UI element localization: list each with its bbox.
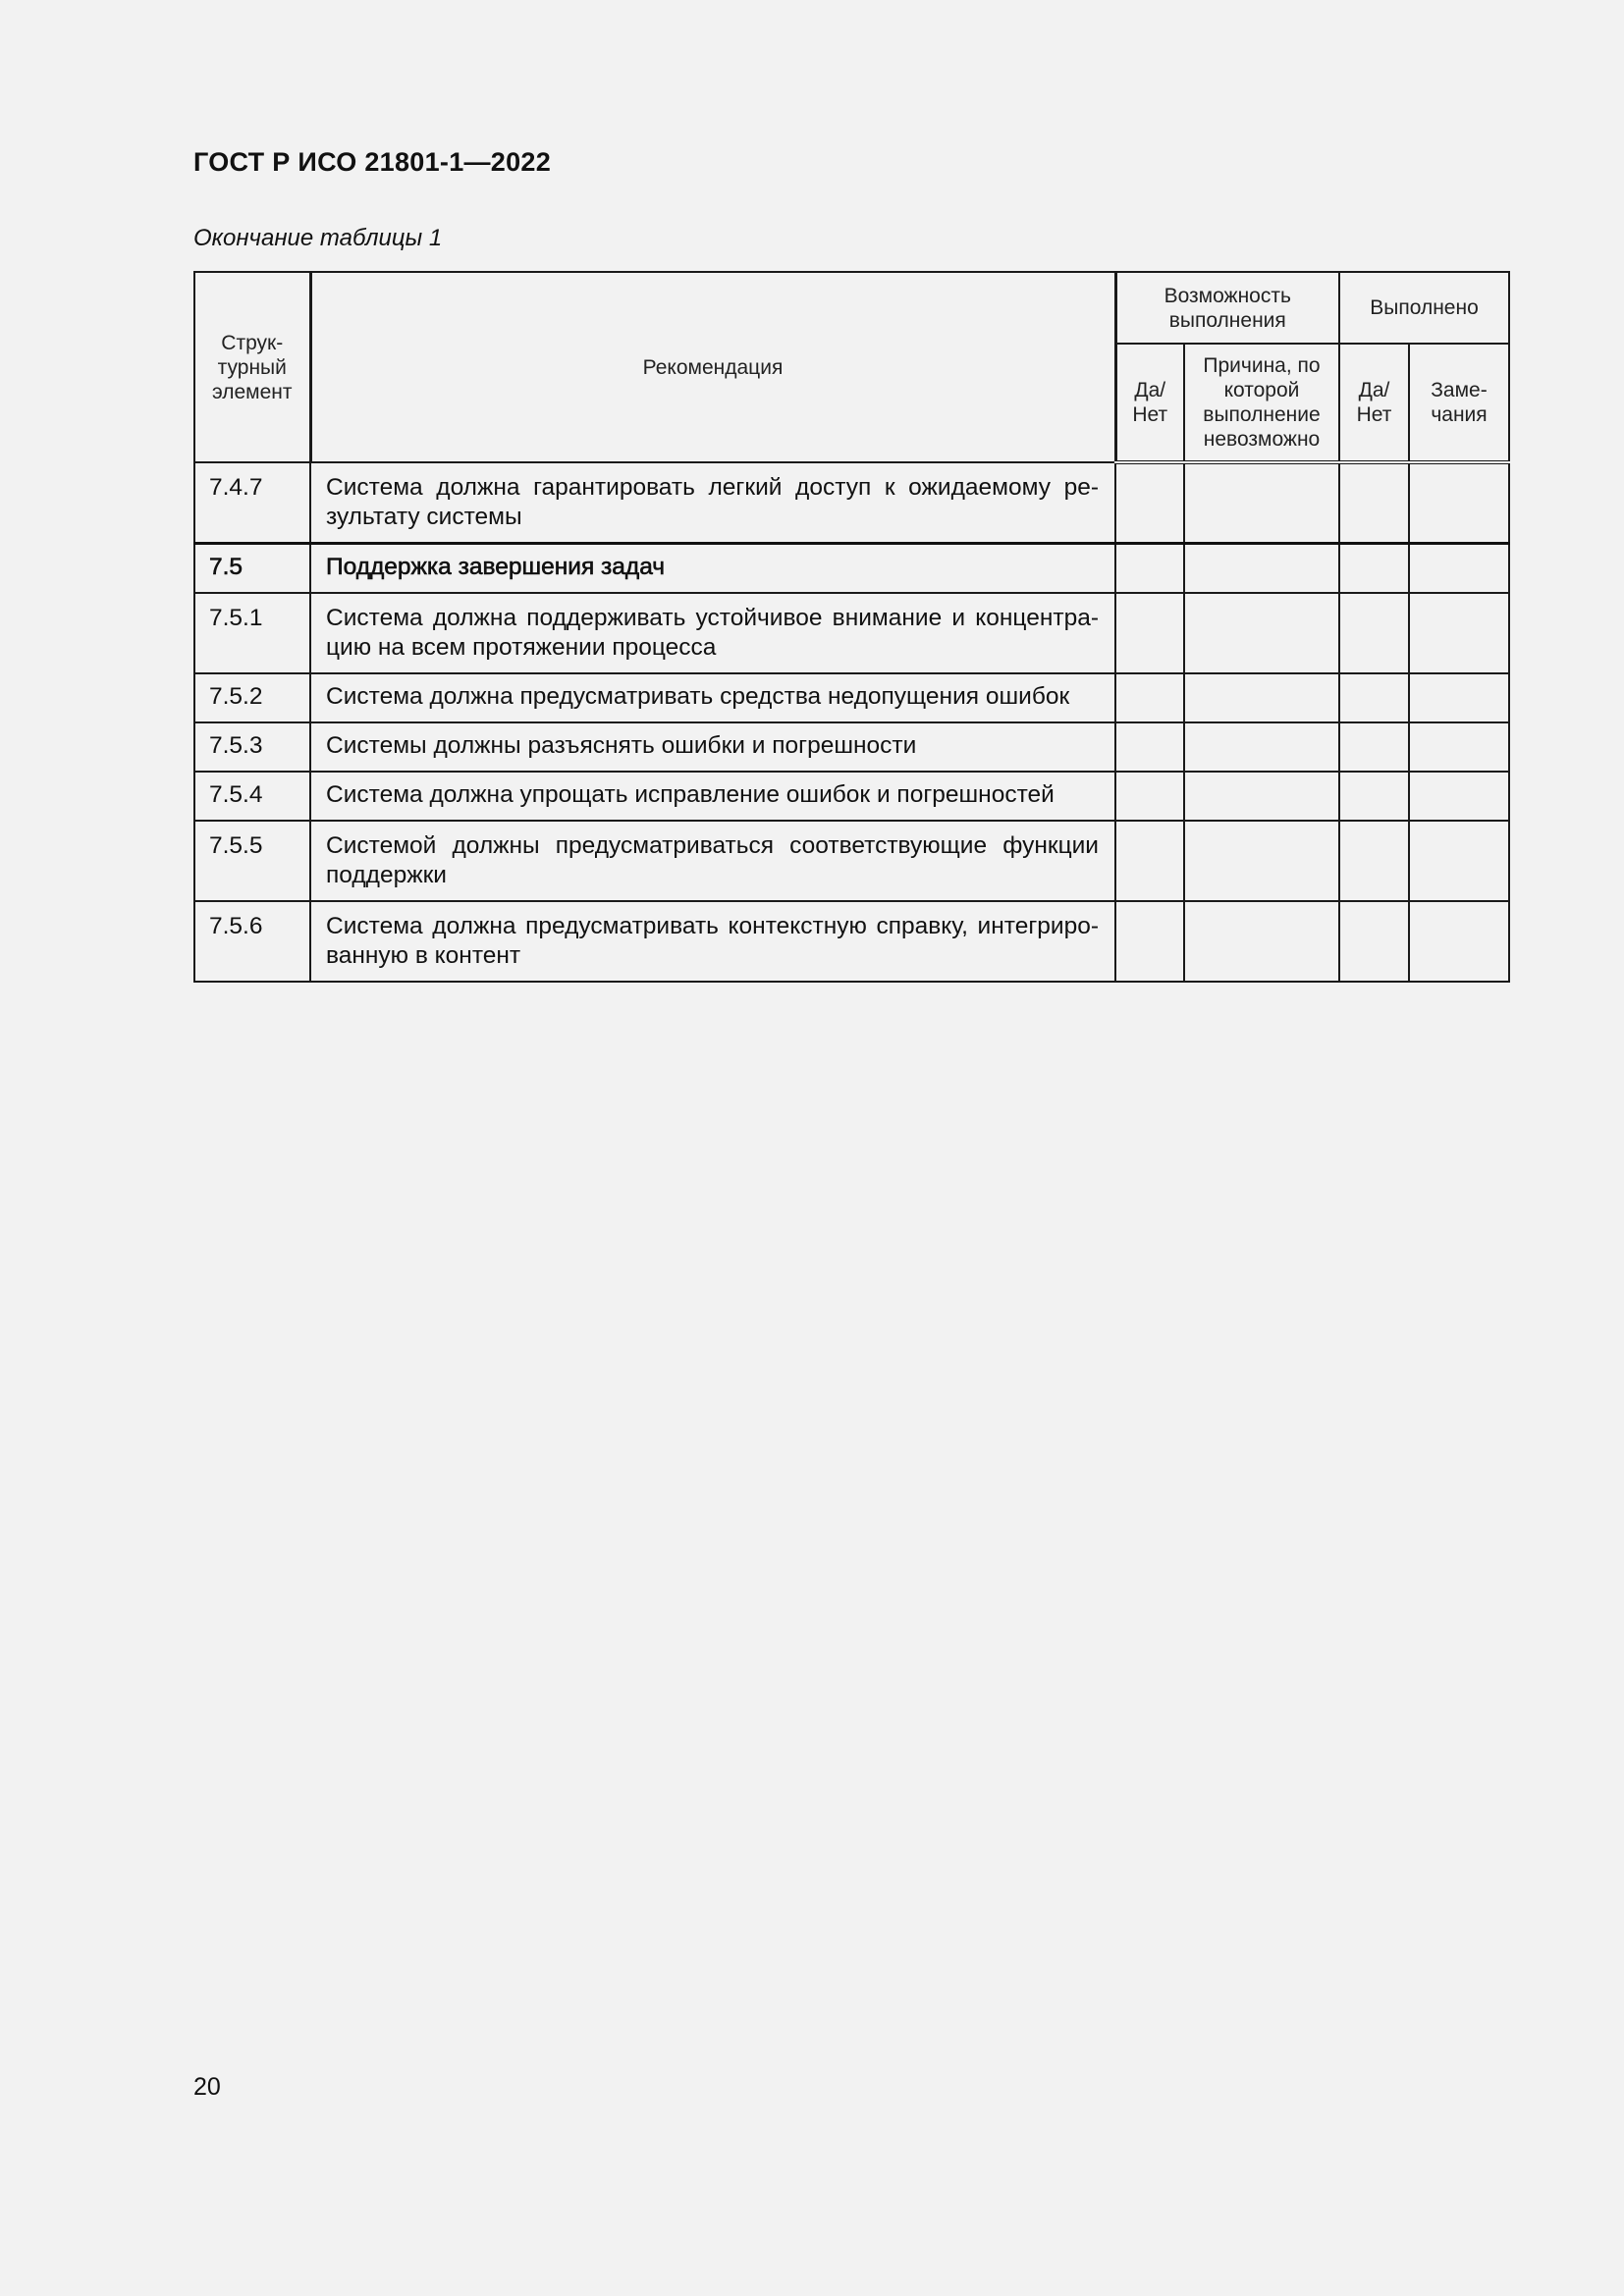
header-possibility: Возможность выполнения xyxy=(1115,272,1339,344)
table-caption: Окончание таблицы 1 xyxy=(193,225,443,251)
table-row xyxy=(194,673,1509,722)
table-row xyxy=(194,593,1509,673)
table-row xyxy=(194,901,1509,982)
row-text: Системы должны разъяснять ошибки и погрешности xyxy=(310,722,1115,772)
row-text: Система должна предусматривать контекстную справку, интегрированную в контент xyxy=(310,901,1115,982)
row-text: Система должна поддерживать устойчивое внимание и концентрацию на всем протяжении процесса xyxy=(310,593,1115,673)
row-id: 7.5.4 xyxy=(194,772,310,821)
table-row xyxy=(194,462,1509,544)
table-row xyxy=(194,722,1509,772)
header-notes: Заме- чания xyxy=(1409,344,1509,462)
row-id: 7.5.5 xyxy=(194,821,310,901)
header-yes-no-1: Да/ Нет xyxy=(1115,344,1184,462)
table-row xyxy=(194,821,1509,901)
row-id: 7.5.2 xyxy=(194,673,310,722)
row-text: Система должна упрощать исправление ошибок и погрешностей xyxy=(310,772,1115,821)
row-id: 7.4.7 xyxy=(194,462,310,544)
row-id: 7.5 xyxy=(194,544,310,594)
row-text: Поддержка завершения задач xyxy=(310,544,1115,594)
recommendations-table xyxy=(193,271,1510,983)
row-id: 7.5.3 xyxy=(194,722,310,772)
header-recommendation: Рекомендация xyxy=(310,272,1115,462)
row-text: Системой должны предусматриваться соответствующие функции поддержки xyxy=(310,821,1115,901)
row-text: Система должна гарантировать легкий доступ к ожидаемому результату системы xyxy=(310,462,1115,544)
header-reason: Причина, по которой выполнение невозможно xyxy=(1184,344,1339,462)
table-row xyxy=(194,772,1509,821)
row-text: Система должна предусматривать средства недопущения ошибок xyxy=(310,673,1115,722)
table-row-section xyxy=(194,544,1509,594)
row-id: 7.5.6 xyxy=(194,901,310,982)
document-title: ГОСТ Р ИСО 21801-1—2022 xyxy=(193,147,552,177)
header-element: Струк- турный элемент xyxy=(194,272,310,462)
page-number: 20 xyxy=(193,2073,221,2101)
header-yes-no-2: Да/ Нет xyxy=(1339,344,1409,462)
row-id: 7.5.1 xyxy=(194,593,310,673)
header-done: Выполнено xyxy=(1339,272,1509,344)
